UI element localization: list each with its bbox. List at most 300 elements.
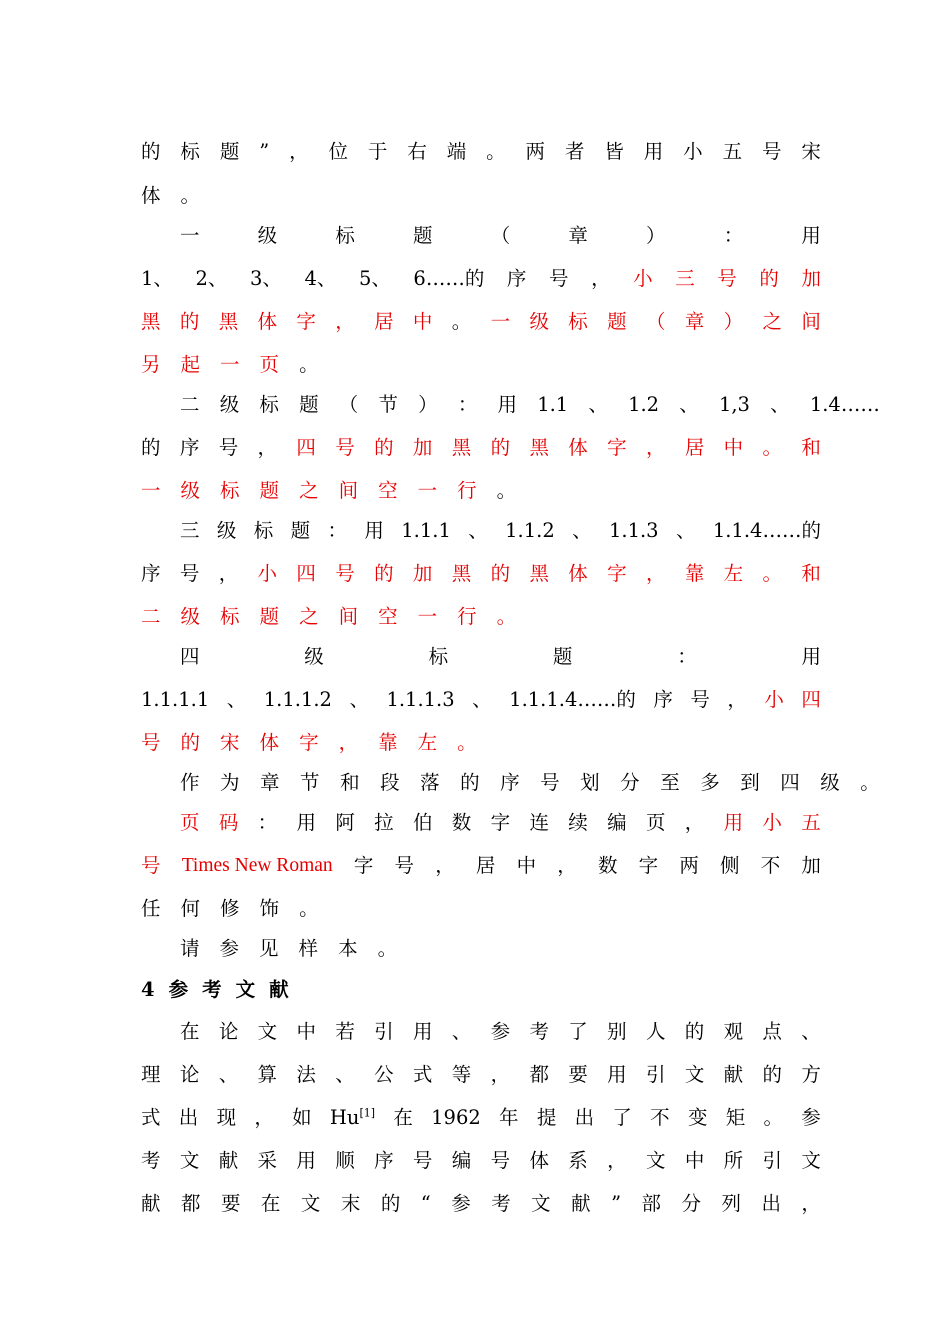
highlighted-text: 小 [762,811,782,834]
text-token: 文 [179,1149,200,1172]
highlighted-text: 。 [762,562,783,585]
text-token: 宋 [801,140,821,163]
highlighted-text: 一 [417,479,438,502]
highlighted-text: （ [645,310,666,333]
text-token: 级 [216,519,237,542]
text-token: 变 [687,1106,708,1129]
text-token: ） [418,393,438,416]
text-line [141,307,821,337]
text-token: Hu [329,1106,360,1129]
text-token: 献 [141,1192,161,1215]
highlighted-text: 间 [801,310,821,333]
text-token: 阿 [335,811,355,834]
text-token: 了 [612,1106,632,1129]
text-token: 在 [393,1106,413,1129]
text-token: 级 [257,224,278,247]
text-line [141,433,821,463]
highlighted-text: 中 [723,436,744,459]
text-token: 用 [643,140,664,163]
text-token: 点 [762,1020,782,1043]
text-token: 落 [420,771,440,794]
text-token: 矩 [725,1106,746,1129]
highlighted-text: 页 [180,811,200,834]
text-token: 5、 [358,267,391,290]
highlighted-text: 的 [180,731,201,754]
text-token: 出 [761,1192,781,1215]
text-token: 别 [607,1020,627,1043]
highlighted-text: 加 [412,562,433,585]
text-line [141,181,821,211]
text-token: 考 [202,978,222,1001]
text-token: （ [490,224,511,247]
highlighted-text: 页 [259,353,280,376]
text-token: ， [289,140,309,163]
text-token: 序 [179,436,200,459]
text-token: 要 [220,1192,241,1215]
text-token: 的 [141,436,161,459]
text-token: 五 [722,140,743,163]
text-token: 序 [500,771,520,794]
highlighted-text: 字 [607,562,627,585]
text-token: 文 [235,978,256,1001]
text-token: ， [257,436,278,459]
text-token: 、 [218,1063,239,1086]
text-token: 两 [679,854,699,877]
text-line [141,1060,821,1090]
text-token: 1.1 [537,393,569,416]
text-token: 字 [638,854,659,877]
highlighted-text: 空 [378,605,398,628]
text-line [180,516,821,546]
text-token: 节 [378,393,398,416]
text-token: 论 [218,1020,239,1043]
text-token: 文 [684,1063,705,1086]
text-line [141,728,821,758]
highlighted-text: 靠 [684,562,705,585]
text-token: 段 [380,771,400,794]
text-token: 算 [257,1063,278,1086]
text-token: 等 [451,1063,472,1086]
text-token: 3、 [249,267,282,290]
highlighted-text: 起 [180,353,201,376]
highlighted-text: 左 [723,562,744,585]
text-token: 引 [645,1063,666,1086]
text-token: 顺 [335,1149,355,1172]
text-token: 系 [568,1149,588,1172]
text-token: 中 [516,854,537,877]
text-token: 号 [690,688,710,711]
text-token: 号 [218,436,239,459]
text-token: 用 [364,519,384,542]
text-token: ， [435,854,455,877]
text-token: 题 [552,645,573,668]
highlighted-text: 字 [607,436,627,459]
text-token: 。 [451,310,472,333]
text-token: 序 [653,688,673,711]
highlighted-text: 。 [457,731,477,754]
text-token: 观 [723,1020,744,1043]
text-token: 字 [490,811,511,834]
text-token: 文 [257,1020,278,1043]
text-token: 分 [620,771,640,794]
highlighted-text: 标 [220,479,240,502]
text-token: 续 [568,811,588,834]
text-token: 、 [679,393,699,416]
text-token: 献 [269,978,289,1001]
highlighted-text: 加 [412,436,433,459]
text-token: ， [727,688,747,711]
text-token: 题 [413,224,433,247]
text-token: 参 [490,1020,511,1043]
text-token: 为 [220,771,240,794]
text-token: 数 [597,854,618,877]
text-token: 题 [299,393,319,416]
text-token: 加 [801,854,821,877]
text-line [180,1017,821,1047]
text-token: 标 [335,224,355,247]
text-token: 1.1.3 [608,519,659,542]
highlighted-text: 级 [180,479,201,502]
text-token: 分 [681,1192,702,1215]
text-token: 右 [407,140,427,163]
text-token: 居 [475,854,496,877]
text-token: 式 [141,1106,161,1129]
text-token: 体 [529,1149,549,1172]
text-token: 号 [394,854,415,877]
text-token: 级 [304,645,324,668]
text-token: 部 [641,1192,662,1215]
text-line [141,894,821,924]
highlighted-text: ） [723,310,744,333]
text-token: 修 [220,897,240,920]
text-token: 皆 [604,140,624,163]
text-token: ， [254,1106,274,1129]
text-token: 样 [298,937,319,960]
text-token: 题 [219,140,240,163]
text-token: 编 [451,1149,472,1172]
text-token: 何 [180,897,201,920]
text-token: 引 [374,1020,394,1043]
text-token: 参 [451,1192,471,1215]
text-token: 标 [259,393,279,416]
text-token: 本 [338,937,358,960]
text-token: 2、 [195,267,228,290]
text-token: 饰 [259,897,280,920]
highlighted-text: 的 [759,267,779,290]
text-token: 文 [531,1192,551,1215]
text-token: 拉 [374,811,394,834]
text-token: 者 [564,140,585,163]
highlighted-text: 小 [257,562,278,585]
highlighted-text: 。 [496,605,517,628]
text-line [180,221,821,251]
text-token: 用 [412,1020,433,1043]
citation [330,1103,375,1133]
text-token: 要 [568,1063,588,1086]
text-token: 、 [226,688,247,711]
text-token: 、 [468,519,488,542]
text-token: 的 [460,771,480,794]
text-line [141,685,821,715]
text-token: 、 [472,688,492,711]
text-token: ， [607,1149,627,1172]
text-token: 用 [801,224,821,247]
text-token: 位 [328,140,349,163]
text-token: 在 [260,1192,281,1215]
text-token: 献 [723,1063,744,1086]
text-line [141,350,821,380]
text-token: 用 [296,811,316,834]
text-token: 用 [296,1149,316,1172]
text-token: ： [327,519,348,542]
text-token: 不 [760,854,781,877]
highlighted-text: 字 [296,310,316,333]
text-token: 了 [568,1020,588,1043]
text-token: ” [611,1192,622,1215]
text-token: 号 [548,267,569,290]
text-token: “ [420,1192,431,1215]
highlighted-text: 加 [801,267,821,290]
text-token: 。 [486,140,506,163]
highlighted-text: 一 [220,353,240,376]
text-token: 1.1.1.4……的 [509,688,636,711]
highlighted-text: 体 [568,436,588,459]
text-line [141,1103,821,1133]
text-token: 号 [412,1149,433,1172]
highlighted-text: 小 [633,267,653,290]
text-token: 二 [180,393,200,416]
text-token: 理 [141,1063,161,1086]
highlighted-text: 居 [374,310,394,333]
highlighted-text: 的 [490,562,511,585]
text-token: 、 [588,393,608,416]
highlighted-text: 题 [607,310,627,333]
text-token: 公 [374,1063,394,1086]
text-token: 序 [506,267,527,290]
text-token: ： [723,224,744,247]
highlighted-text: 黑 [451,436,472,459]
text-token: 献 [571,1192,591,1215]
text-token: 采 [257,1149,278,1172]
text-token: 的 [380,1192,401,1215]
text-token: 连 [529,811,549,834]
text-token: 到 [740,771,760,794]
text-token: 两 [525,140,546,163]
text-token: 中 [296,1020,316,1043]
text-line [180,934,821,964]
text-token: 、 [675,519,696,542]
text-token: 方 [801,1063,821,1086]
highlighted-text: 号 [141,854,161,877]
highlighted-text: 号 [335,562,355,585]
text-token: 编 [607,811,627,834]
highlighted-text: 体 [257,310,278,333]
text-token: 1、 [141,267,173,290]
text-token: 考 [529,1020,549,1043]
text-line [141,476,821,506]
text-token: 见 [259,937,279,960]
text-token: 作 [180,771,200,794]
text-token: 题 [290,519,311,542]
text-token: 参 [168,978,189,1001]
highlighted-text: 空 [378,479,398,502]
highlighted-text: 字 [299,731,319,754]
highlighted-text: 体 [568,562,588,585]
text-token: 和 [340,771,360,794]
text-token: 都 [180,1192,201,1215]
highlighted-text: 的 [490,436,511,459]
text-token: 号 [179,562,200,585]
text-token: 请 [180,937,200,960]
text-token: （ [338,393,359,416]
text-token: 文 [645,1149,666,1172]
text-token: 引 [762,1149,783,1172]
text-token: 法 [296,1063,316,1086]
text-token: 号 [761,140,782,163]
highlighted-text: 和 [801,436,821,459]
text-line [180,768,880,798]
text-token: 用 [607,1063,627,1086]
text-token: 都 [529,1063,549,1086]
text-token: 。 [299,353,319,376]
highlighted-text: 一 [417,605,438,628]
text-token: 1.1.1 [401,519,451,542]
highlighted-text: 宋 [220,731,240,754]
text-token: 级 [820,771,840,794]
text-token: ， [591,267,611,290]
highlighted-text: 靠 [378,731,398,754]
text-token: 不 [650,1106,670,1129]
highlighted-text: 码 [218,811,239,834]
text-line [141,559,821,589]
text-token: 6……的 [413,267,485,290]
highlighted-text: 之 [299,605,319,628]
highlighted-text: 一 [490,310,511,333]
text-token: 于 [367,140,388,163]
highlighted-text: 黑 [141,310,161,333]
text-token: 端 [446,140,467,163]
text-token: 参 [801,1106,821,1129]
text-line [180,808,821,838]
highlighted-text: 黑 [529,562,549,585]
highlighted-text: 小 [764,688,784,711]
text-token: 式 [412,1063,433,1086]
text-token: 标 [180,140,200,163]
text-token: 出 [178,1106,199,1129]
highlighted-text: 级 [529,310,549,333]
text-line [180,642,821,672]
text-token: 文 [801,1149,821,1172]
highlighted-text: 四 [801,688,821,711]
text-token: 出 [574,1106,595,1129]
text-token: ） [646,224,666,247]
highlighted-text: 四 [296,436,316,459]
text-token: 、 [335,1063,355,1086]
highlighted-text: 黑 [529,436,549,459]
highlighted-text: 标 [568,310,588,333]
highlighted-text: 黑 [218,310,239,333]
text-token: 考 [491,1192,511,1215]
highlighted-text: 黑 [451,562,472,585]
text-token: 序 [141,562,161,585]
highlighted-text: 另 [141,353,161,376]
highlighted-text: 之 [299,479,319,502]
highlighted-text: 行 [457,605,477,628]
text-line [141,602,821,632]
text-token: ， [218,562,239,585]
highlighted-text: 体 [259,731,280,754]
highlighted-text: 四 [296,562,316,585]
text-token: 论 [179,1063,200,1086]
text-token: 号 [490,1149,511,1172]
text-token: 用 [801,645,821,668]
text-token: 参 [219,937,240,960]
text-token: 划 [580,771,600,794]
highlighted-text: 题 [259,605,280,628]
text-token: 页 [645,811,666,834]
text-token: 1962 [431,1106,481,1129]
text-token: 、 [572,519,592,542]
text-token: ， [801,1192,821,1215]
text-token: 提 [536,1106,557,1129]
text-token: 1.1.1.2 [263,688,332,711]
text-token: ” [259,140,270,163]
text-token: 。 [299,897,319,920]
highlighted-text: 号 [717,267,737,290]
highlighted-text: 行 [457,479,477,502]
text-token: 、 [349,688,369,711]
text-token: 。 [496,479,517,502]
text-token: 1.2 [628,393,660,416]
text-token: 1.1.2 [505,519,555,542]
highlighted-text: 的 [374,562,394,585]
highlighted-text: Times New Roman [181,855,333,876]
highlighted-text: 题 [259,479,280,502]
highlighted-text: 号 [335,436,355,459]
text-token: 小 [683,140,703,163]
text-token: 所 [723,1149,744,1172]
text-token: 列 [721,1192,741,1215]
text-line [141,137,821,167]
highlighted-text: 的 [179,310,200,333]
text-token: 、 [770,393,790,416]
text-token: 多 [700,771,720,794]
text-token: 现 [216,1106,237,1129]
text-token: 考 [141,1149,161,1172]
text-token: 体 [141,184,161,207]
text-token: 四 [780,771,800,794]
text-token: 。 [377,937,398,960]
text-token: 任 [141,897,161,920]
text-line [141,851,821,881]
text-token: 若 [335,1020,355,1043]
text-token: 1.1.1.3 [386,688,455,711]
text-token: 数 [451,811,472,834]
text-token: 序 [374,1149,394,1172]
text-token: 4、 [304,267,337,290]
text-token: 伯 [412,811,433,834]
highlighted-text: 的 [374,436,394,459]
highlighted-text: 间 [338,605,359,628]
text-token: 4 [141,978,155,1001]
highlighted-text: 用 [723,811,744,834]
highlighted-text: ， [645,436,666,459]
text-token: 末 [340,1192,361,1215]
text-token: 标 [253,519,274,542]
text-token: 至 [660,771,680,794]
text-token: 的 [684,1020,705,1043]
text-token: 四 [180,645,200,668]
